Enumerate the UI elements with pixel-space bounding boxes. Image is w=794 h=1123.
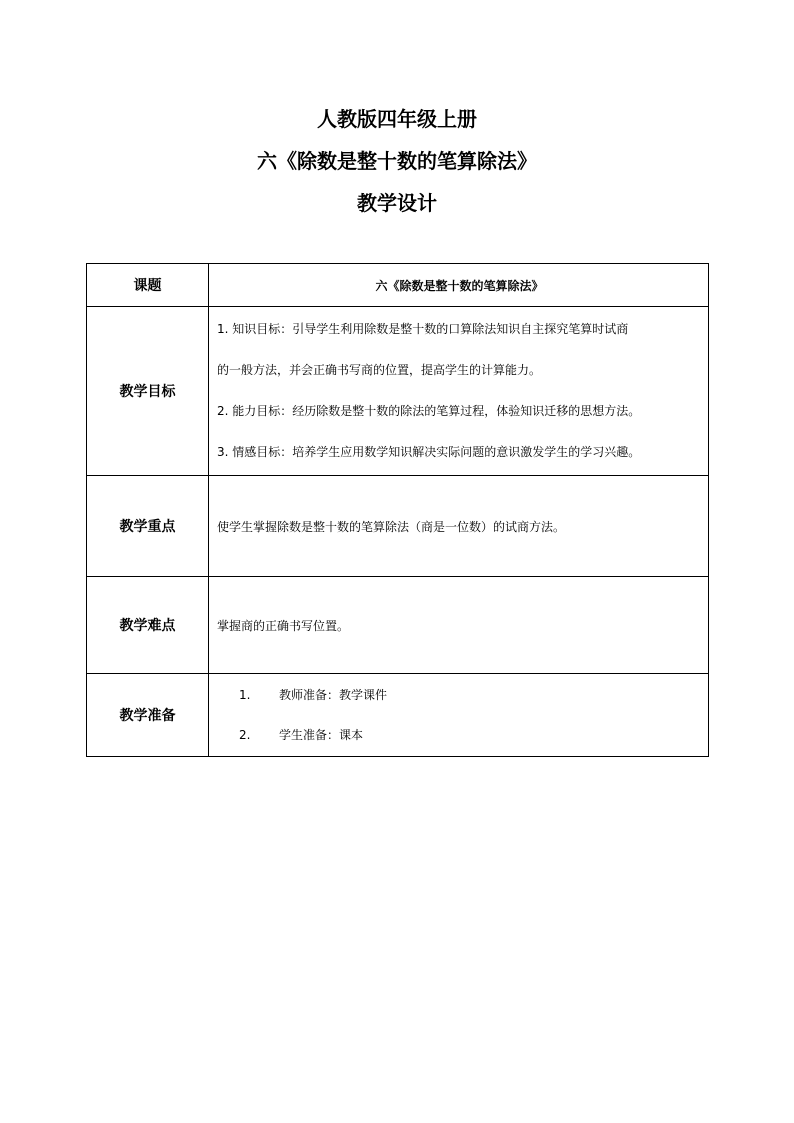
table-row-difficulties <box>87 577 709 674</box>
document-header <box>0 104 794 230</box>
prep-item <box>217 715 702 755</box>
topic-label: 课题 <box>87 264 209 307</box>
prep-item <box>217 675 702 715</box>
table-row-goals <box>87 307 709 476</box>
goal-line: 2. 能力目标：经历除数是整十数的除法的笔算过程，体验知识迁移的思想方法。 <box>217 404 641 418</box>
prep-cell <box>209 674 709 757</box>
table-row-topic <box>87 264 709 307</box>
goal-line: 3. 情感目标：培养学生应用数学知识解决实际问题的意识激发学生的学习兴趣。 <box>217 445 641 459</box>
prep-label: 教学准备 <box>87 674 209 757</box>
grade-title: 人教版四年级上册 <box>317 107 477 131</box>
lesson-plan-table <box>86 263 709 757</box>
prep-item-text: 教师准备：教学课件 <box>279 688 388 702</box>
goal-line: 1. 知识目标：引导学生利用除数是整十数的口算除法知识自主探究笔算时试商 <box>217 322 629 336</box>
prep-item-text: 学生准备：课本 <box>279 728 364 742</box>
table-row-key-points <box>87 476 709 577</box>
design-title: 教学设计 <box>357 191 437 215</box>
goals-cell <box>209 307 709 476</box>
hard-label: 教学难点 <box>87 577 209 674</box>
prep-item-number: 1. <box>239 688 251 702</box>
hard-value: 掌握商的正确书写位置。 <box>209 577 709 674</box>
goals-label: 教学目标 <box>87 307 209 476</box>
prep-item-number: 2. <box>239 728 251 742</box>
key-label: 教学重点 <box>87 476 209 577</box>
table-row-preparation <box>87 674 709 757</box>
key-value: 使学生掌握除数是整十数的笔算除法（商是一位数）的试商方法。 <box>209 476 709 577</box>
goal-line: 的一般方法，并会正确书写商的位置，提高学生的计算能力。 <box>217 363 542 377</box>
topic-value: 六《除数是整十数的笔算除法》 <box>209 264 709 307</box>
lesson-title: 六《除数是整十数的笔算除法》 <box>257 149 537 173</box>
